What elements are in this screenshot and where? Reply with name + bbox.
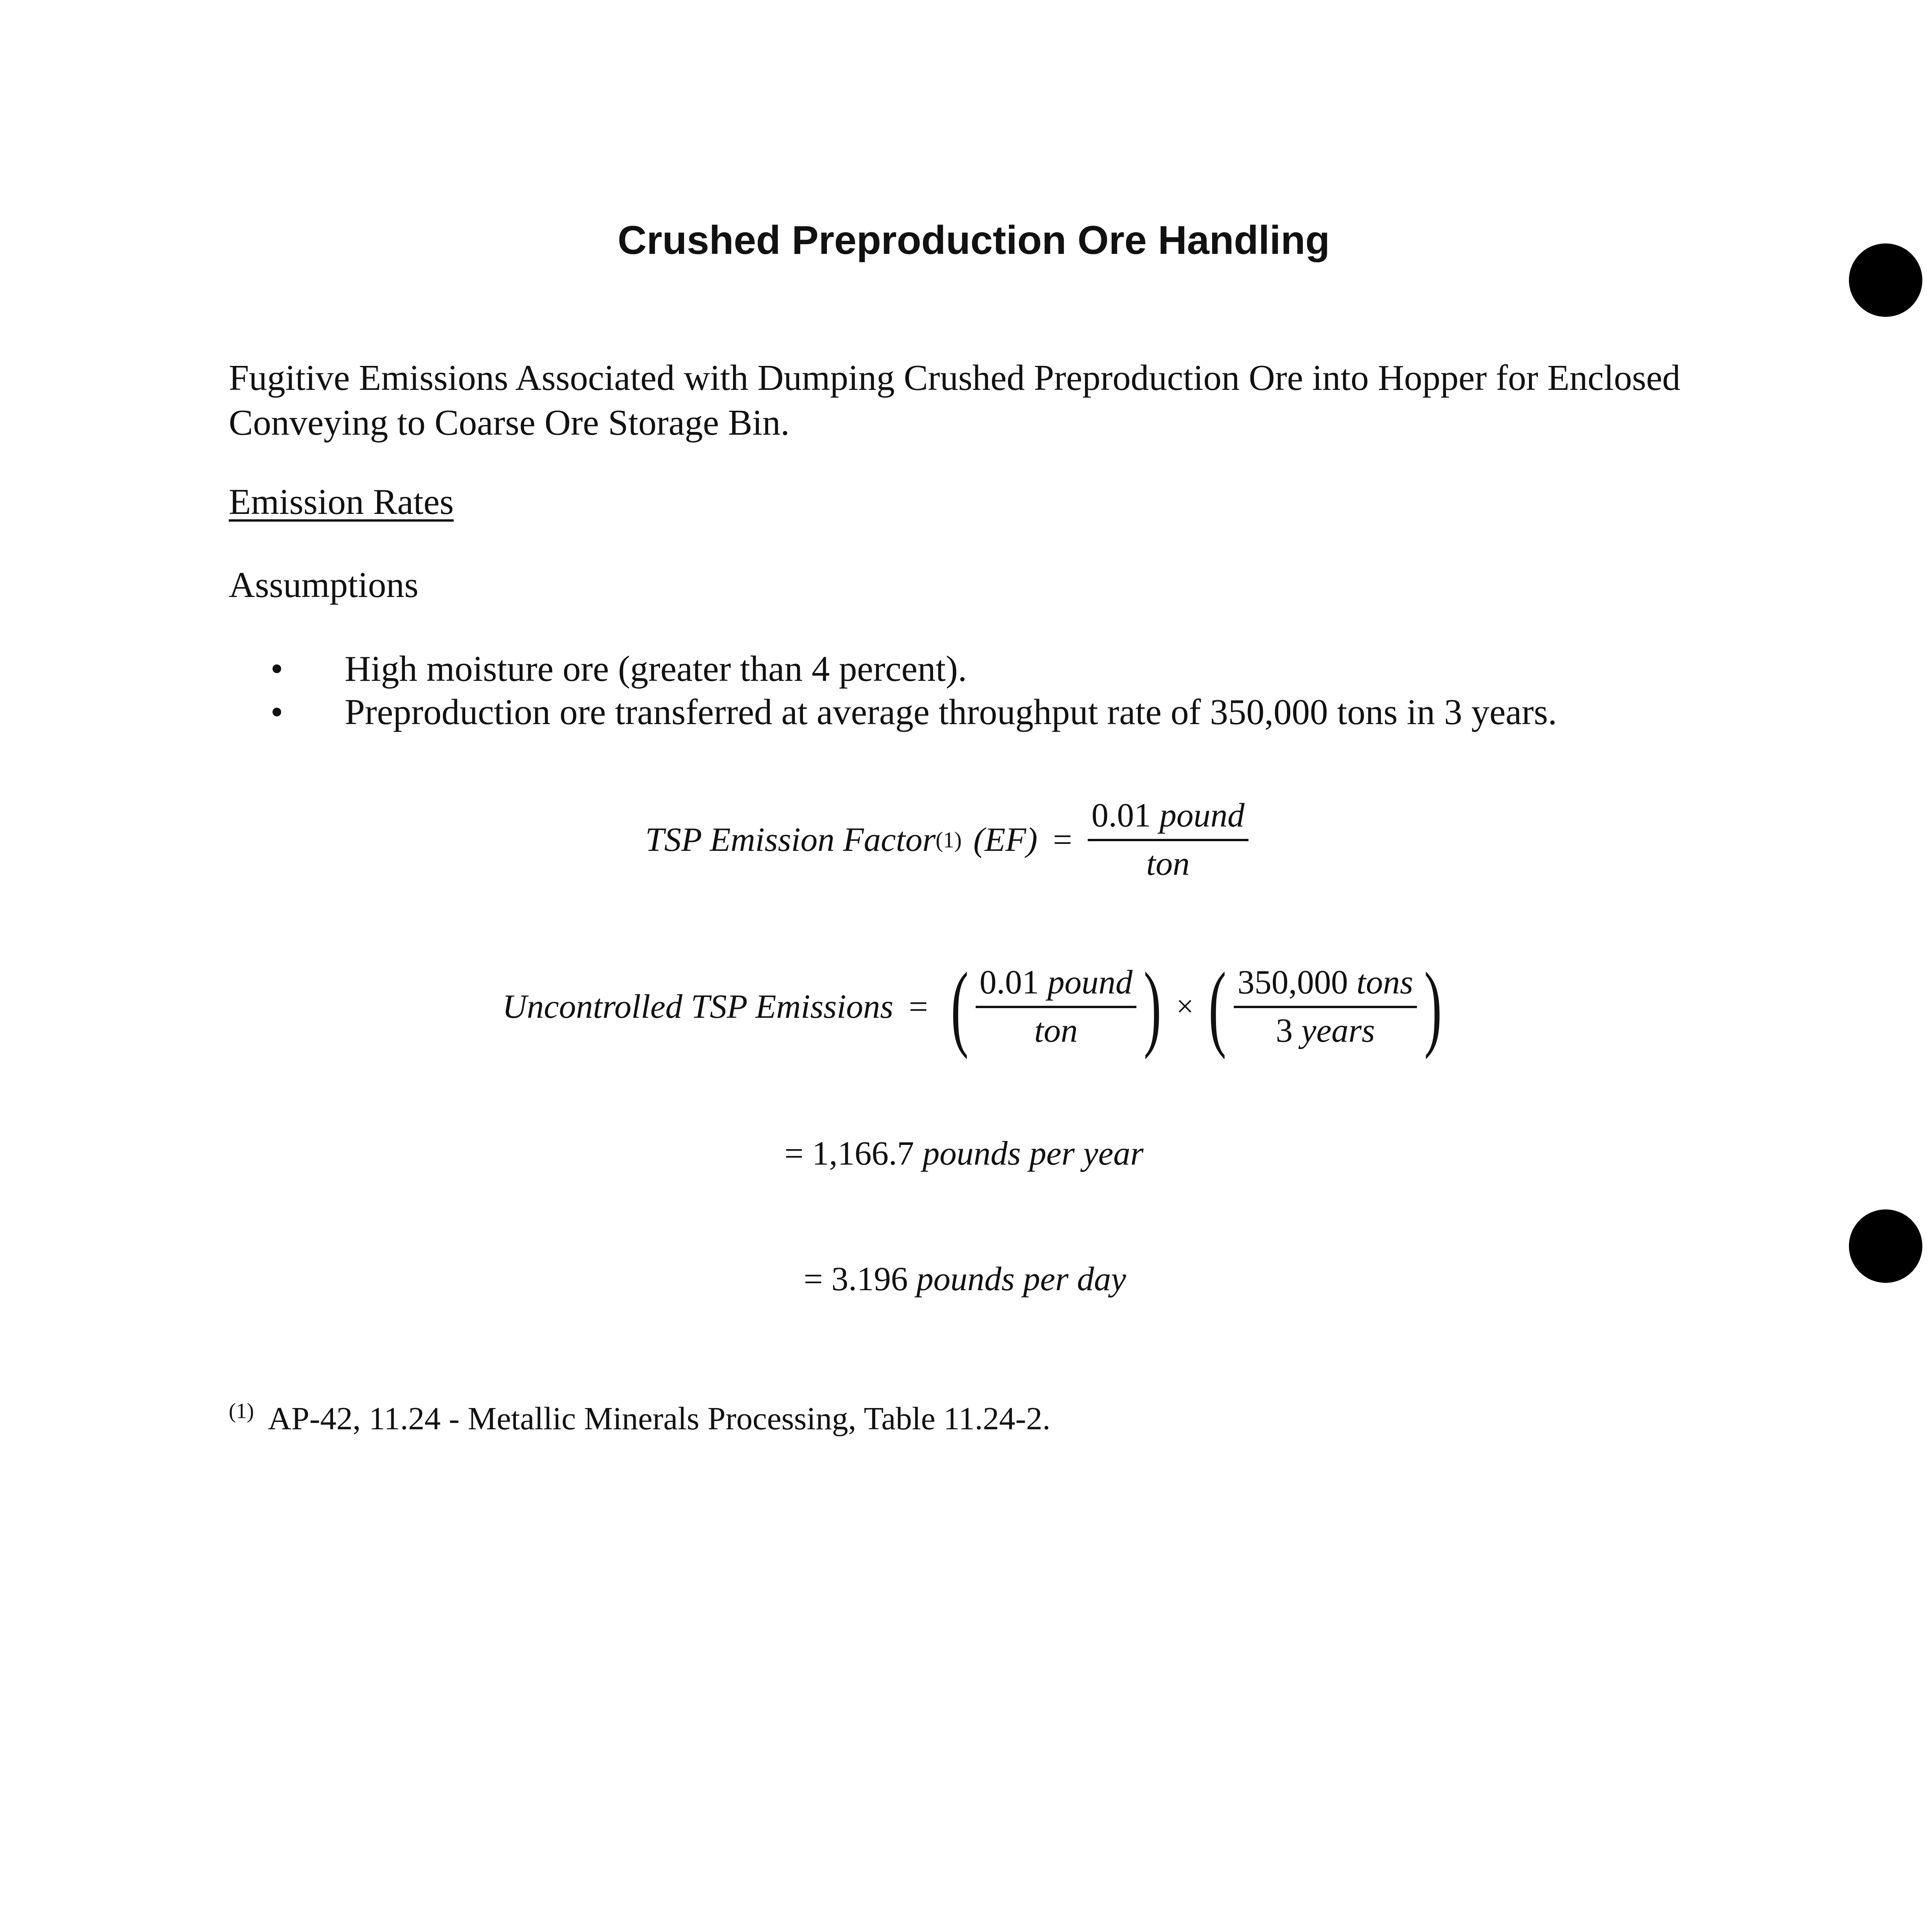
fraction	[976, 963, 1136, 1050]
fraction	[1234, 963, 1417, 1050]
equation-variable: (EF)	[973, 821, 1038, 859]
result-per-day	[804, 1260, 1126, 1299]
list-item	[270, 690, 1557, 734]
footnote-reference: (1)	[935, 827, 962, 852]
numerator-unit: pound	[1159, 797, 1245, 834]
equals-sign: =	[1053, 821, 1072, 859]
numerator-value: 0.01	[979, 964, 1039, 1001]
equals-sign: =	[804, 1260, 823, 1298]
numerator-unit: pound	[1047, 964, 1133, 1001]
denominator-value: 3	[1276, 1012, 1293, 1049]
numerator-value: 350,000	[1237, 964, 1348, 1001]
result-unit: pounds per day	[916, 1260, 1126, 1298]
list-item	[270, 647, 1557, 690]
result-unit: pounds per year	[922, 1135, 1144, 1172]
assumptions-list	[270, 647, 1557, 734]
punch-hole-middle	[1849, 1209, 1922, 1283]
equation-lhs: Uncontrolled TSP Emissions	[502, 988, 894, 1026]
fraction-denominator: ton	[1146, 845, 1190, 883]
uncontrolled-emissions-equation	[502, 953, 1449, 1060]
footnote-mark: (1)	[229, 1399, 254, 1423]
fraction-numerator	[976, 963, 1136, 1008]
open-paren: (	[1209, 953, 1226, 1060]
fraction-numerator	[1234, 963, 1417, 1008]
result-value: 3.196	[831, 1260, 908, 1298]
fraction-denominator	[1272, 1008, 1379, 1050]
section-heading: Emission Rates	[229, 482, 454, 522]
close-paren: )	[1143, 953, 1162, 1060]
assumption-text: Preproduction ore transferred at average throughput rate of 350,000 tons in 3 years.	[345, 692, 1557, 732]
result-value: 1,166.7	[812, 1135, 914, 1172]
fraction-numerator	[1088, 796, 1248, 841]
numerator-unit: tons	[1356, 964, 1413, 1001]
assumptions-heading: Assumptions	[229, 565, 418, 605]
result-per-year	[784, 1134, 1144, 1173]
equals-sign: =	[784, 1135, 804, 1172]
emission-factor-equation	[645, 796, 1248, 883]
equals-sign: =	[909, 988, 928, 1026]
denominator-unit: years	[1301, 1012, 1375, 1049]
equation-lhs: TSP Emission Factor	[645, 821, 936, 859]
close-paren: )	[1424, 953, 1442, 1060]
fraction-denominator: ton	[1034, 1012, 1078, 1049]
open-paren: (	[951, 953, 969, 1060]
footnote	[229, 1399, 1051, 1437]
intro-paragraph: Fugitive Emissions Associated with Dumping Crushed Preproduction Ore into Hopper for Enclosed Conveying to Coarse Ore Storage Bin.	[229, 358, 1680, 443]
page-title: Crushed Preproduction Ore Handling	[617, 218, 1330, 263]
assumption-text: High moisture ore (greater than 4 percent).	[345, 649, 967, 689]
bullet-icon: •	[270, 692, 283, 732]
numerator-value: 0.01	[1091, 797, 1151, 834]
fraction	[1088, 796, 1248, 883]
footnote-text: AP-42, 11.24 - Metallic Minerals Processing, Table 11.24-2.	[268, 1401, 1051, 1437]
multiply-sign: ×	[1176, 989, 1194, 1024]
bullet-icon: •	[270, 649, 283, 689]
